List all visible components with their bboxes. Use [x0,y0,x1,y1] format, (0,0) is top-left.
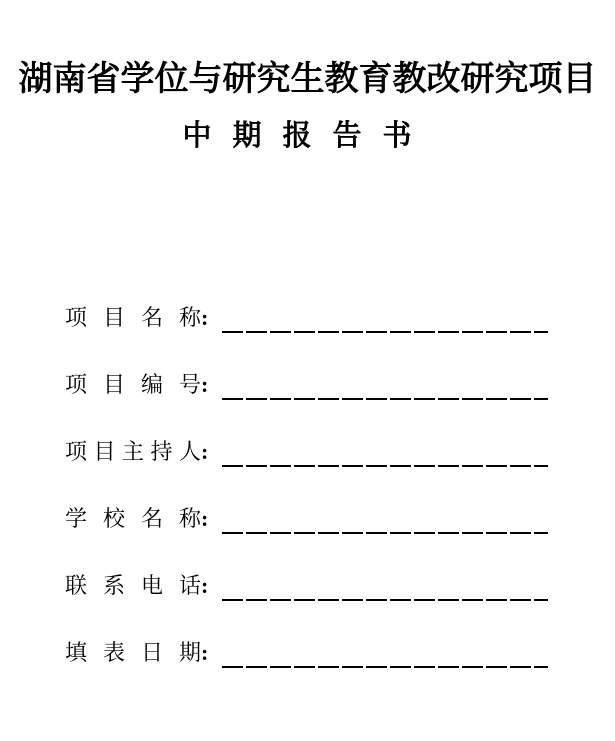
school-name-colon: : [201,506,209,531]
contact-phone-label: 联系电话 [65,573,201,598]
school-name-label: 学校名称 [65,506,201,531]
project-number-blank[interactable] [222,373,550,400]
project-leader-colon: : [201,439,209,464]
project-number-colon: : [201,372,209,397]
document-subtitle: 中期报告书 [182,120,433,152]
fill-date-colon: : [201,640,209,665]
project-leader-label: 项目主持人 [65,439,201,464]
project-name-blank[interactable] [222,306,550,333]
field-row-fill-date [65,638,555,668]
school-name-blank[interactable] [222,507,550,534]
field-row-project-leader [65,437,555,467]
field-row-contact-phone [65,571,555,601]
fill-date-blank[interactable] [222,641,550,668]
contact-phone-colon: : [201,573,209,598]
document-title: 湖南省学位与研究生教育教改研究项目 [18,61,597,98]
project-name-colon: : [201,305,209,330]
contact-phone-blank[interactable] [222,574,550,601]
field-row-school-name [65,504,555,534]
field-row-project-name [65,303,555,333]
project-number-label: 项目编号 [65,372,201,397]
fill-date-label: 填表日期 [65,640,201,665]
cover-form-fields [65,303,555,705]
project-leader-blank[interactable] [222,440,550,467]
project-name-label: 项目名称 [65,305,201,330]
field-row-project-number [65,370,555,400]
